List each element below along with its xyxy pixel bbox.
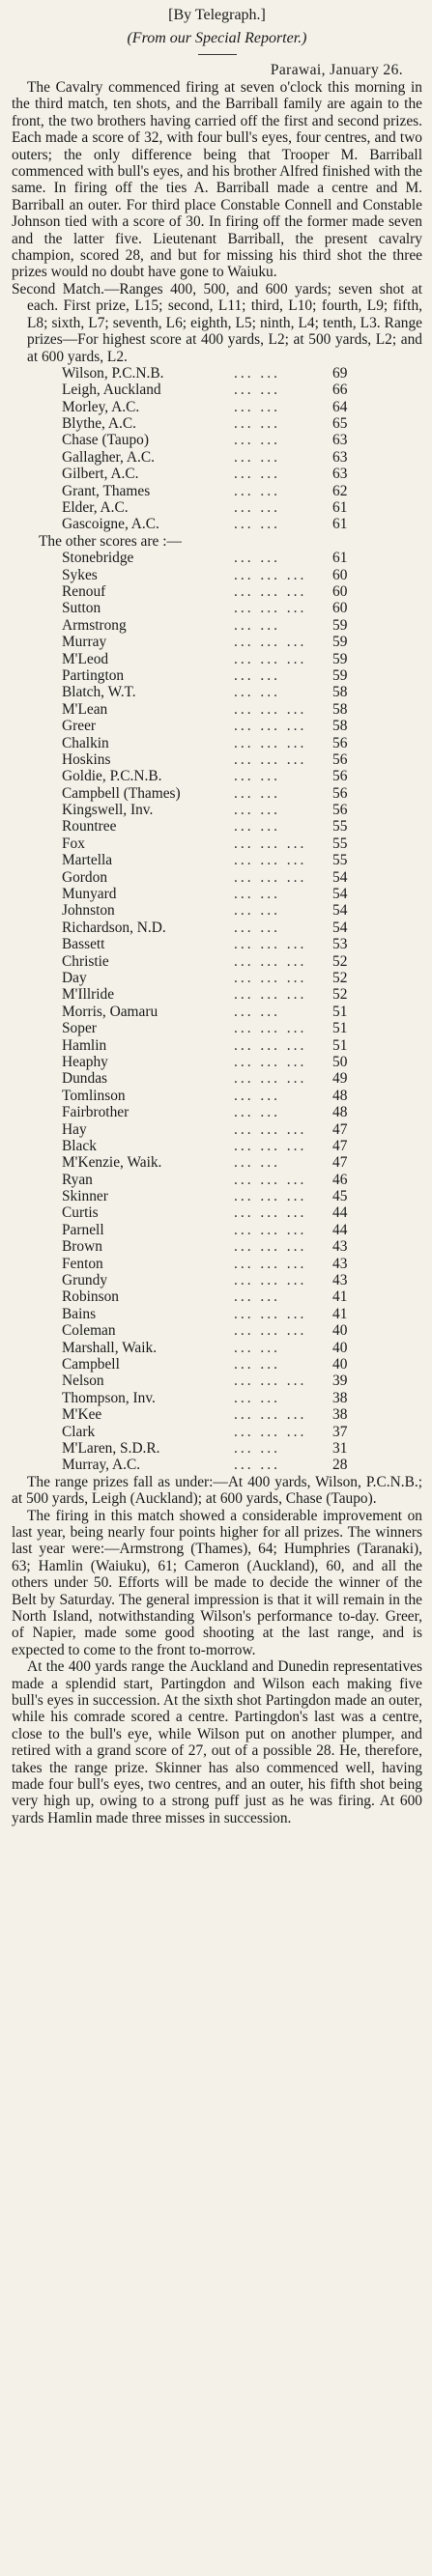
competitor-score: 31 xyxy=(332,1439,348,1457)
score-row xyxy=(62,1104,422,1120)
leader-dots: ... ... ... xyxy=(234,1272,307,1289)
score-row xyxy=(62,785,422,802)
score-row xyxy=(62,600,422,616)
leader-dots: ... ... ... xyxy=(234,1020,307,1037)
competitor-name: Gordon xyxy=(62,868,108,886)
score-row xyxy=(62,617,422,634)
competitor-score: 59 xyxy=(332,616,348,634)
other-scores-list xyxy=(62,550,422,1473)
leader-dots: ... ... ... xyxy=(234,1070,307,1088)
score-row xyxy=(62,1188,422,1204)
competitor-name: Curtis xyxy=(62,1204,99,1222)
leader-dots: ... ... xyxy=(234,1355,280,1373)
competitor-name: Soper xyxy=(62,1020,97,1037)
competitor-name: Clark xyxy=(62,1423,96,1440)
competitor-score: 55 xyxy=(332,818,348,835)
competitor-name: Campbell (Thames) xyxy=(62,784,181,802)
score-row xyxy=(62,735,422,751)
score-row xyxy=(62,667,422,684)
competitor-score: 28 xyxy=(332,1457,348,1474)
leader-dots: ... ... ... xyxy=(234,718,307,735)
leader-dots: ... ... ... xyxy=(234,1255,307,1272)
competitor-score: 54 xyxy=(332,886,348,903)
competitor-score: 60 xyxy=(332,583,348,600)
competitor-score: 59 xyxy=(332,634,348,651)
score-row xyxy=(62,1288,422,1305)
competitor-name: Kingswell, Inv. xyxy=(62,802,154,819)
leader-dots: ... ... ... xyxy=(234,1238,307,1256)
score-row xyxy=(62,466,422,482)
competitor-score: 61 xyxy=(332,499,348,517)
competitor-score: 60 xyxy=(332,600,348,617)
leader-dots: ... ... xyxy=(234,398,280,415)
competitor-name: Munyard xyxy=(62,886,117,903)
score-row xyxy=(62,583,422,600)
competitor-name: Grundy xyxy=(62,1272,108,1289)
competitor-score: 55 xyxy=(332,835,348,852)
cavalry-paragraph: The Cavalry commenced firing at seven o'clock this morning in the third match, ten shots, and the Barriball family are again to the front, the two brothers having carried off the first and second prizes. Each made a score of 32, with four bull's eyes, four centres, and two outers; the only difference being that Trooper M. Barriball commenced with bull's eyes, and his brother Alfred finished with the same. In firing off the ties A. Barriball made a centre and M. Barriball an outer. For third place Constable Connell and Constable Johnson tied with a score of 30. In firing off the former made seven and the latter five. Lieutenant Barriball, the present cavalry champion, scored 28, and but for missing his third shot the three prizes would no doubt have gone to Waiuku. xyxy=(12,79,422,281)
score-row xyxy=(62,1390,422,1406)
competitor-name: Fenton xyxy=(62,1255,103,1272)
leader-dots: ... ... ... xyxy=(234,1171,307,1188)
competitor-score: 38 xyxy=(332,1406,348,1424)
competitor-name: Renouf xyxy=(62,583,106,600)
leader-dots: ... ... ... xyxy=(234,1188,307,1205)
competitor-name: Greer xyxy=(62,718,97,735)
competitor-name: Day xyxy=(62,969,87,986)
leader-dots: ... ... ... xyxy=(234,1305,307,1322)
competitor-score: 48 xyxy=(332,1087,348,1104)
leader-dots: ... ... ... xyxy=(234,936,307,953)
score-row xyxy=(62,970,422,986)
score-row xyxy=(62,1020,422,1036)
leader-dots: ... ... xyxy=(234,919,280,936)
competitor-score: 56 xyxy=(332,802,348,819)
competitor-name: Coleman xyxy=(62,1322,116,1340)
leader-dots: ... ... ... xyxy=(234,1322,307,1340)
leader-dots: ... ... ... xyxy=(234,1137,307,1154)
score-row xyxy=(62,399,422,415)
competitor-name: Parnell xyxy=(62,1221,104,1238)
competitor-name: Nelson xyxy=(62,1373,104,1390)
competitor-score: 58 xyxy=(332,700,348,718)
leader-dots: ... ... xyxy=(234,415,280,433)
competitor-score: 47 xyxy=(332,1120,348,1138)
leader-dots: ... ... xyxy=(234,666,280,684)
leader-dots: ... ... xyxy=(234,448,280,466)
competitor-name: Fairbrother xyxy=(62,1104,130,1121)
leader-dots: ... ... ... xyxy=(234,1053,307,1070)
leader-dots: ... ... ... xyxy=(234,1036,307,1054)
leader-dots: ... ... ... xyxy=(234,1373,307,1390)
competitor-name: Gilbert, A.C. xyxy=(62,466,139,483)
competitor-score: 40 xyxy=(332,1355,348,1373)
competitor-name: Hamlin xyxy=(62,1036,107,1054)
competitor-score: 63 xyxy=(332,432,348,449)
competitor-name: Wilson, P.C.N.B. xyxy=(62,364,164,382)
competitor-score: 54 xyxy=(332,902,348,920)
leader-dots: ... ... ... xyxy=(234,1406,307,1424)
reporter-heading: (From our Special Reporter.) xyxy=(127,30,307,46)
competitor-score: 62 xyxy=(332,482,348,499)
score-row xyxy=(62,1238,422,1255)
competitor-score: 58 xyxy=(332,718,348,735)
competitor-score: 47 xyxy=(332,1137,348,1154)
leader-dots: ... ... xyxy=(234,1003,280,1020)
competitor-name: Ryan xyxy=(62,1171,93,1188)
competitor-name: Bains xyxy=(62,1305,97,1322)
competitor-name: Brown xyxy=(62,1238,102,1256)
competitor-name: M'Illride xyxy=(62,986,115,1004)
competitor-score: 52 xyxy=(332,969,348,986)
competitor-score: 46 xyxy=(332,1171,348,1188)
score-row xyxy=(62,499,422,516)
competitor-name: Goldie, P.C.N.B. xyxy=(62,768,162,785)
competitor-name: Johnston xyxy=(62,902,115,920)
divider xyxy=(198,54,237,55)
score-row xyxy=(62,1154,422,1171)
competitor-score: 59 xyxy=(332,666,348,684)
400-yards-paragraph: At the 400 yards range the Auckland and Dunedin representatives made a splendid start, Partingdon and Wilson each making five bull's eyes in succession. At the sixth shot Partingdon made an outer, while his comrade scored a centre. Partingdon's last was a centre, close to the bull's eye, while Wilson put on another plumper, and retired with a grand score of 27, out of a possible 28. He, therefore, takes the range prize. Skinner has also commenced well, having made four bull's eyes, two centres, and an outer, his fifth shot being very high up, owing to a strong puff just as he was firing. At 600 yards Hamlin made three misses in succession. xyxy=(12,1658,422,1826)
competitor-score: 50 xyxy=(332,1053,348,1070)
score-row xyxy=(62,1138,422,1154)
leader-dots: ... ... ... xyxy=(234,952,307,970)
score-row xyxy=(62,1424,422,1440)
leader-dots: ... ... xyxy=(234,364,280,382)
competitor-score: 56 xyxy=(332,784,348,802)
score-row xyxy=(62,1088,422,1104)
improvement-paragraph: The firing in this match showed a considerable improvement on last year, being nearly four points higher for all prizes. The winners last year were:—Armstrong (Thames), 64; Humphries (Taranaki), 63; Hamlin (Waiuku), 61; Cameron (Auckland), 60, and all the others under 50. Efforts will be made to decide the winner of the Belt by Saturday. The general impression is that it will remain in the North Island, notwithstanding Wilson's performance to-day. Greer, of Napier, made some good shooting at the last range, and is expected to come to the front to-morrow. xyxy=(12,1507,422,1658)
competitor-score: 45 xyxy=(332,1188,348,1205)
leader-dots: ... ... xyxy=(234,802,280,819)
leader-dots: ... ... xyxy=(234,382,280,399)
leader-dots: ... ... xyxy=(234,499,280,517)
competitor-score: 58 xyxy=(332,684,348,701)
score-row xyxy=(62,920,422,936)
competitor-score: 51 xyxy=(332,1036,348,1054)
competitor-score: 63 xyxy=(332,466,348,483)
score-row xyxy=(62,1172,422,1188)
competitor-score: 63 xyxy=(332,448,348,466)
range-prizes-paragraph: The range prizes fall as under:—At 400 yards, Wilson, P.C.N.B.; at 500 yards, Leigh (Auckland); at 600 yards, Chase (Taupo). xyxy=(12,1473,422,1508)
competitor-name: Gascoigne, A.C. xyxy=(62,516,159,533)
competitor-name: Sutton xyxy=(62,600,101,617)
competitor-score: 56 xyxy=(332,768,348,785)
competitor-score: 54 xyxy=(332,919,348,936)
competitor-name: Murray, A.C. xyxy=(62,1457,141,1474)
competitor-name: M'Laren, S.D.R. xyxy=(62,1439,160,1457)
score-row xyxy=(62,1256,422,1272)
score-row xyxy=(62,1070,422,1087)
competitor-score: 39 xyxy=(332,1373,348,1390)
leader-dots: ... ... xyxy=(234,818,280,835)
leader-dots: ... ... ... xyxy=(234,969,307,986)
score-row xyxy=(62,1037,422,1054)
score-row xyxy=(62,1222,422,1238)
score-row xyxy=(62,516,422,532)
competitor-name: Partington xyxy=(62,666,125,684)
score-row xyxy=(62,567,422,583)
leader-dots: ... ... xyxy=(234,902,280,920)
score-row xyxy=(62,1306,422,1322)
score-row xyxy=(62,651,422,667)
score-row xyxy=(62,415,422,432)
score-row xyxy=(62,768,422,784)
score-row xyxy=(62,802,422,818)
leader-dots: ... ... ... xyxy=(234,1423,307,1440)
competitor-score: 44 xyxy=(332,1204,348,1222)
competitor-score: 52 xyxy=(332,986,348,1004)
competitor-name: Rountree xyxy=(62,818,117,835)
competitor-name: Skinner xyxy=(62,1188,108,1205)
competitor-name: Hay xyxy=(62,1120,87,1138)
competitor-score: 59 xyxy=(332,650,348,667)
leader-dots: ... ... xyxy=(234,482,280,499)
leader-dots: ... ... xyxy=(234,616,280,634)
leader-dots: ... ... xyxy=(234,1104,280,1121)
competitor-score: 60 xyxy=(332,566,348,583)
leader-dots: ... ... xyxy=(234,1457,280,1474)
competitor-name: Christie xyxy=(62,952,109,970)
competitor-score: 66 xyxy=(332,382,348,399)
score-row xyxy=(62,449,422,466)
score-row xyxy=(62,1322,422,1339)
competitor-name: Tomlinson xyxy=(62,1087,126,1104)
leader-dots: ... ... ... xyxy=(234,1120,307,1138)
competitor-score: 37 xyxy=(332,1423,348,1440)
competitor-name: Grant, Thames xyxy=(62,482,151,499)
competitor-score: 51 xyxy=(332,1003,348,1020)
leader-dots: ... ... ... xyxy=(234,1204,307,1222)
leader-dots: ... ... ... xyxy=(234,634,307,651)
leader-dots: ... ... ... xyxy=(234,734,307,751)
score-row xyxy=(62,1054,422,1070)
score-row xyxy=(62,718,422,734)
leader-dots: ... ... ... xyxy=(234,566,307,583)
score-row xyxy=(62,432,422,448)
leader-dots: ... ... xyxy=(234,1087,280,1104)
score-row xyxy=(62,1204,422,1221)
leader-dots: ... ... xyxy=(234,1288,280,1306)
leader-dots: ... ... xyxy=(234,1339,280,1356)
competitor-score: 56 xyxy=(332,734,348,751)
telegraph-heading: [By Telegraph.] xyxy=(168,7,266,23)
competitor-name: Morris, Oamaru xyxy=(62,1003,158,1020)
score-row xyxy=(62,634,422,650)
competitor-score: 43 xyxy=(332,1272,348,1289)
competitor-score: 61 xyxy=(332,550,348,567)
leader-dots: ... ... xyxy=(234,1389,280,1406)
score-row xyxy=(62,953,422,970)
competitor-score: 55 xyxy=(332,852,348,869)
leader-dots: ... ... ... xyxy=(234,852,307,869)
competitor-name: M'Kenzie, Waik. xyxy=(62,1154,162,1172)
competitor-name: Campbell xyxy=(62,1355,120,1373)
competitor-score: 65 xyxy=(332,415,348,433)
competitor-score: 51 xyxy=(332,1020,348,1037)
competitor-name: Bassett xyxy=(62,936,105,953)
competitor-name: M'Kee xyxy=(62,1406,102,1424)
score-row xyxy=(62,1373,422,1389)
score-row xyxy=(62,886,422,902)
competitor-score: 38 xyxy=(332,1389,348,1406)
leader-dots: ... ... xyxy=(234,466,280,483)
competitor-name: Leigh, Auckland xyxy=(62,382,161,399)
score-row xyxy=(62,1340,422,1356)
score-row xyxy=(62,550,422,566)
competitor-name: Elder, A.C. xyxy=(62,499,129,517)
leader-dots: ... ... xyxy=(234,516,280,533)
leader-dots: ... ... ... xyxy=(234,835,307,852)
competitor-score: 52 xyxy=(332,952,348,970)
leader-dots: ... ... xyxy=(234,784,280,802)
competitor-name: Thompson, Inv. xyxy=(62,1389,156,1406)
leader-dots: ... ... xyxy=(234,432,280,449)
competitor-name: Sykes xyxy=(62,566,98,583)
leader-dots: ... ... xyxy=(234,886,280,903)
score-row xyxy=(62,1004,422,1020)
competitor-name: Morley, A.C. xyxy=(62,398,140,415)
leader-dots: ... ... xyxy=(234,768,280,785)
score-row xyxy=(62,751,422,768)
score-row xyxy=(62,365,422,382)
competitor-score: 41 xyxy=(332,1288,348,1306)
competitor-name: Chalkin xyxy=(62,734,109,751)
leader-dots: ... ... ... xyxy=(234,1221,307,1238)
competitor-score: 43 xyxy=(332,1255,348,1272)
competitor-name: Blythe, A.C. xyxy=(62,415,136,433)
competitor-name: Chase (Taupo) xyxy=(62,432,149,449)
competitor-score: 47 xyxy=(332,1154,348,1172)
competitor-name: Murray xyxy=(62,634,107,651)
competitor-score: 61 xyxy=(332,516,348,533)
competitor-name: Martella xyxy=(62,852,113,869)
leader-dots: ... ... ... xyxy=(234,986,307,1004)
competitor-name: Stonebridge xyxy=(62,550,134,567)
competitor-score: 56 xyxy=(332,750,348,768)
score-row xyxy=(62,818,422,835)
competitor-name: Heaphy xyxy=(62,1053,108,1070)
leader-dots: ... ... xyxy=(234,684,280,701)
score-row xyxy=(62,1406,422,1423)
competitor-name: Robinson xyxy=(62,1288,120,1306)
competitor-name: Gallagher, A.C. xyxy=(62,448,155,466)
competitor-score: 40 xyxy=(332,1339,348,1356)
competitor-name: Marshall, Waik. xyxy=(62,1339,158,1356)
score-row xyxy=(62,936,422,952)
score-row xyxy=(62,382,422,398)
score-row xyxy=(62,1457,422,1473)
score-row xyxy=(62,852,422,868)
leader-dots: ... ... xyxy=(234,550,280,567)
leader-dots: ... ... xyxy=(234,1154,280,1172)
leader-dots: ... ... ... xyxy=(234,583,307,600)
leader-dots: ... ... ... xyxy=(234,750,307,768)
competitor-score: 53 xyxy=(332,936,348,953)
competitor-score: 54 xyxy=(332,868,348,886)
competitor-score: 49 xyxy=(332,1070,348,1088)
leader-dots: ... ... ... xyxy=(234,650,307,667)
score-row xyxy=(62,1272,422,1288)
competitor-name: Hoskins xyxy=(62,750,111,768)
leader-dots: ... ... ... xyxy=(234,600,307,617)
score-row xyxy=(62,1440,422,1457)
competitor-name: M'Leod xyxy=(62,650,109,667)
competitor-score: 44 xyxy=(332,1221,348,1238)
competitor-score: 48 xyxy=(332,1104,348,1121)
competitor-score: 40 xyxy=(332,1322,348,1340)
competitor-name: Blatch, W.T. xyxy=(62,684,136,701)
score-row xyxy=(62,1121,422,1138)
competitor-score: 69 xyxy=(332,364,348,382)
competitor-name: Fox xyxy=(62,835,85,852)
score-row xyxy=(62,701,422,718)
competitor-name: Dundas xyxy=(62,1070,108,1088)
other-scores-label: The other scores are :— xyxy=(39,532,182,550)
dateline: Parawai, January 26. xyxy=(270,62,403,78)
score-row xyxy=(62,869,422,886)
top-scores-list xyxy=(62,365,422,533)
second-match-paragraph: Second Match.—Ranges 400, 500, and 600 yards; seven shot at each. First prize, L15; second, L11; third, L10; fourth, L9; fifth, L8; sixth, L7; seventh, L6; eighth, L5; ninth, L4; tenth, L3. Range prizes—For highest score at 400 yards, L2; at 500 yards, L2; and at 600 yards, L2. xyxy=(12,280,422,365)
leader-dots: ... ... ... xyxy=(234,868,307,886)
competitor-name: Black xyxy=(62,1137,97,1154)
competitor-name: M'Lean xyxy=(62,700,108,718)
leader-dots: ... ... ... xyxy=(234,700,307,718)
competitor-name: Armstrong xyxy=(62,616,127,634)
leader-dots: ... ... xyxy=(234,1439,280,1457)
competitor-name: Richardson, N.D. xyxy=(62,919,166,936)
score-row xyxy=(62,835,422,852)
score-row xyxy=(62,902,422,919)
score-row xyxy=(62,684,422,700)
competitor-score: 41 xyxy=(332,1305,348,1322)
competitor-score: 64 xyxy=(332,398,348,415)
score-row xyxy=(62,483,422,499)
competitor-score: 43 xyxy=(332,1238,348,1256)
score-row xyxy=(62,986,422,1003)
score-row xyxy=(62,1356,422,1373)
